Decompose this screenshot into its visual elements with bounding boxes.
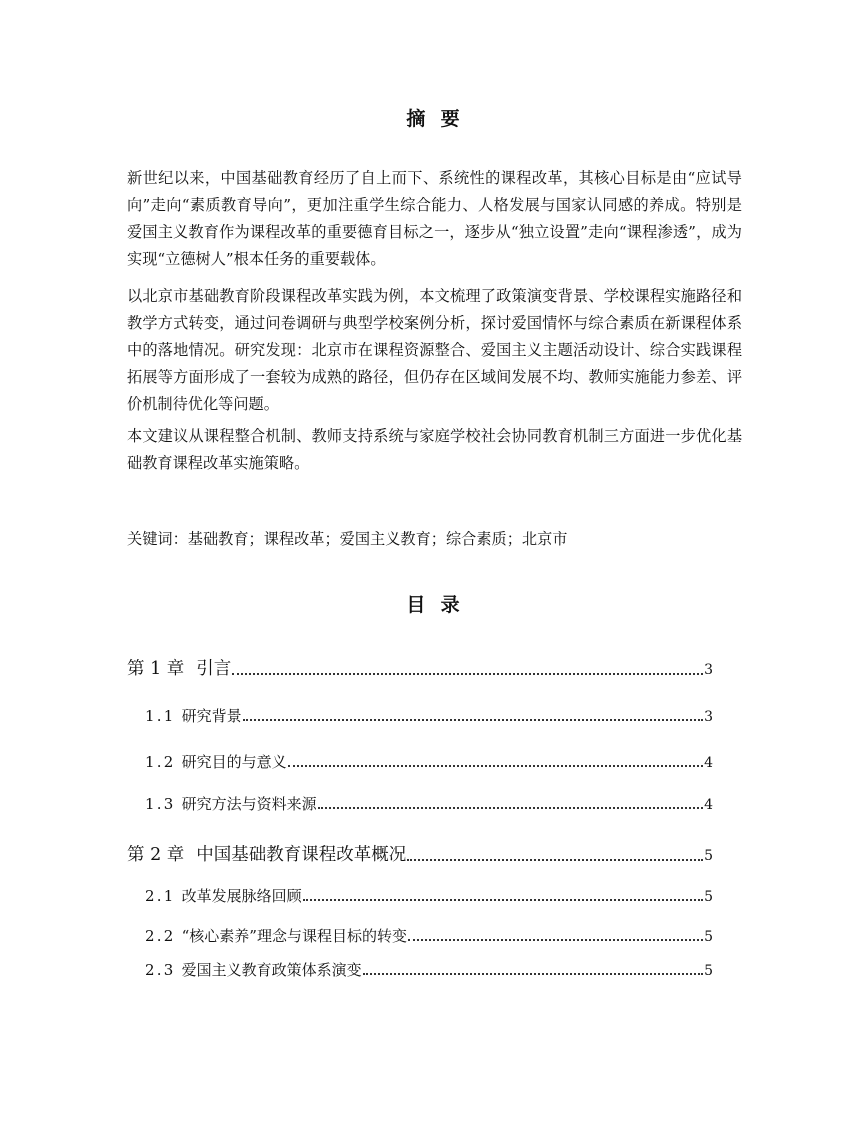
toc-entry-number: 1.3 — [145, 795, 176, 813]
toc-entry-number: 2.3 — [145, 961, 176, 979]
toc-entry-page: 4 — [704, 755, 713, 771]
toc-entry-page: 3 — [704, 662, 713, 678]
toc-entry-label: 中国基础教育课程改革概况 — [196, 845, 407, 865]
toc-entry-number: 2.1 — [145, 887, 176, 905]
toc-leader-dots — [288, 765, 703, 767]
abstract-title: 摘要 — [406, 108, 475, 130]
toc-entry-label: “核心素养”理念与课程目标的转变 — [181, 927, 407, 945]
abstract-paragraph-1: 新世纪以来，中国基础教育经历了自上而下、系统性的课程改革，其核心目标是由“应试导向”走向“素质教育导向”，更加注重学生综合能力、人格发展与国家认同感的养成。特别是爱国主义教育作为课程改革的重要德育目标之一，逐步从“独立设置”走向“课程渗透”，成为实现“立德树人”根本任务的重要载体。 — [127, 169, 742, 268]
toc-entry-section-2-2[interactable] — [145, 925, 713, 946]
toc-entry-page: 3 — [704, 709, 713, 725]
toc-entry-label: 引言 — [196, 659, 232, 679]
toc-entry-section-1-3[interactable] — [145, 793, 713, 814]
toc-entry-section-1-1[interactable] — [145, 705, 713, 726]
toc-entry-page: 4 — [704, 797, 713, 813]
toc-title: 目录 — [406, 594, 475, 616]
toc-leader-dots — [318, 807, 703, 809]
toc-entry-section-2-1[interactable] — [145, 885, 713, 906]
toc-leader-dots — [363, 973, 703, 975]
toc-leader-dots — [407, 859, 703, 861]
toc-entry-chapter-1[interactable] — [127, 655, 713, 680]
toc-entry-number: 第 1 章 — [127, 659, 185, 679]
keywords-line: 关键词：基础教育；课程改革；爱国主义教育；综合素质；北京市 — [127, 530, 568, 548]
toc-entry-label: 研究方法与资料来源 — [181, 795, 317, 813]
toc-entry-label: 爱国主义教育政策体系演变 — [181, 961, 362, 979]
abstract-paragraph-3: 本文建议从课程整合机制、教师支持系统与家庭学校社会协同教育机制三方面进一步优化基础教育课程改革实施策略。 — [127, 427, 742, 472]
toc-entry-number: 2.2 — [145, 927, 176, 945]
toc-entry-page: 5 — [704, 889, 713, 905]
toc-entry-number: 第 2 章 — [127, 845, 185, 865]
toc-entry-chapter-2[interactable] — [127, 841, 713, 866]
toc-entry-label: 改革发展脉络回顾 — [181, 887, 302, 905]
toc-entry-label: 研究目的与意义 — [181, 753, 287, 771]
toc-entry-page: 5 — [704, 929, 713, 945]
toc-entry-page: 5 — [704, 963, 713, 979]
toc-leader-dots — [232, 673, 703, 675]
toc-leader-dots — [243, 719, 703, 721]
toc-entry-section-1-2[interactable] — [145, 751, 713, 772]
toc-entry-number: 1.2 — [145, 753, 176, 771]
toc-leader-dots — [408, 939, 703, 941]
toc-leader-dots — [303, 899, 703, 901]
abstract-paragraph-2: 以北京市基础教育阶段课程改革实践为例，本文梳理了政策演变背景、学校课程实施路径和教学方式转变，通过问卷调研与典型学校案例分析，探讨爱国情怀与综合素质在新课程体系中的落地情况。研究发现：北京市在课程资源整合、爱国主义主题活动设计、综合实践课程拓展等方面形成了一套较为成熟的路径，但仍存在区域间发展不均、教师实施能力参差、评价机制待优化等问题。 — [127, 287, 742, 413]
toc-entry-number: 1.1 — [145, 707, 176, 725]
toc-entry-page: 5 — [704, 848, 713, 864]
toc-entry-section-2-3[interactable] — [145, 959, 713, 980]
toc-entry-label: 研究背景 — [181, 707, 242, 725]
